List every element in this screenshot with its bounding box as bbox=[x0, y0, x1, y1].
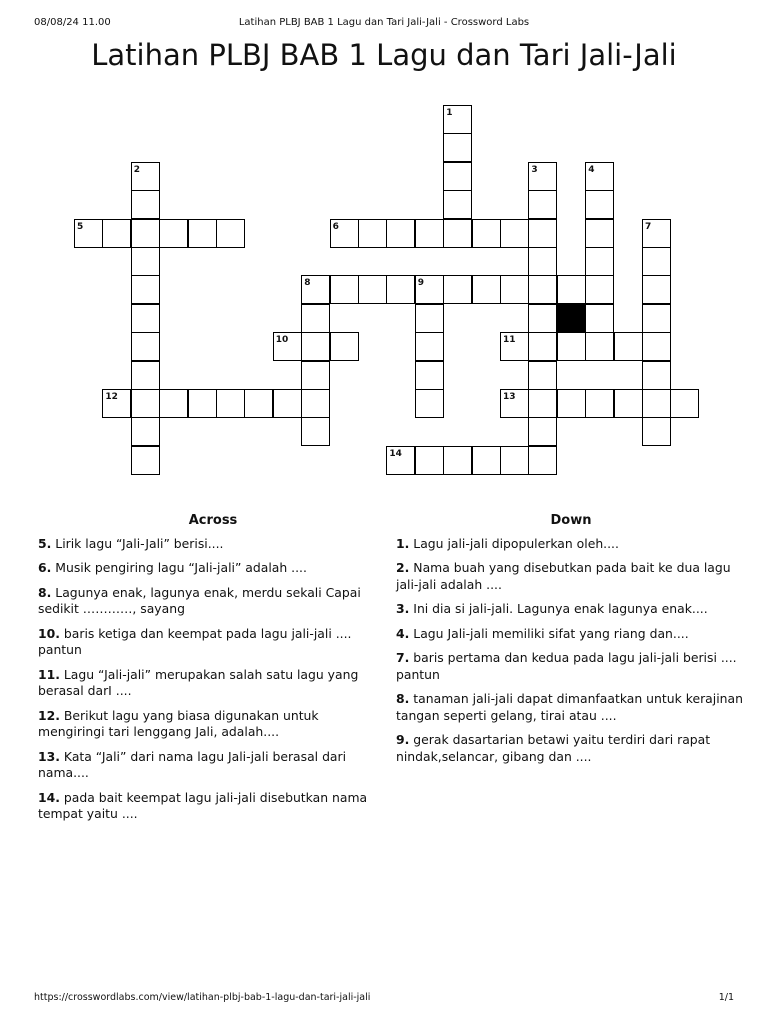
clue-number: 11. bbox=[38, 666, 60, 682]
cell-number: 1 bbox=[446, 108, 453, 118]
across-clue bbox=[38, 708, 388, 741]
across-heading: Across bbox=[188, 513, 238, 528]
clue-text: tanaman jali-jali dapat dimanfaatkan untuk kerajinan tangan seperti gelang, tirai atau .... bbox=[396, 691, 743, 723]
grid-cell[interactable] bbox=[642, 417, 671, 446]
grid-cell[interactable] bbox=[670, 389, 699, 418]
grid-cell[interactable] bbox=[528, 247, 557, 276]
cell-number: 8 bbox=[304, 278, 311, 289]
grid-cell[interactable] bbox=[415, 361, 444, 390]
grid-cell[interactable] bbox=[614, 332, 643, 361]
across-clue bbox=[38, 560, 388, 577]
down-clues bbox=[396, 513, 746, 773]
grid-cell[interactable] bbox=[415, 304, 444, 333]
grid-cell[interactable] bbox=[642, 389, 671, 418]
grid-cell[interactable] bbox=[131, 275, 160, 304]
cell-number: 9 bbox=[417, 278, 425, 289]
grid-cell[interactable] bbox=[358, 219, 387, 248]
clue-text: pada bait keempat lagu jali-jali disebutkan nama tempat yaitu .... bbox=[38, 789, 368, 821]
clue-text: Lirik lagu “Jali-Jali” berisi.... bbox=[55, 535, 224, 551]
clue-number: 3. bbox=[396, 601, 410, 616]
clue-number: 8. bbox=[38, 584, 52, 600]
grid-cell[interactable] bbox=[528, 332, 557, 361]
grid-cell[interactable] bbox=[528, 275, 557, 304]
grid-cell[interactable] bbox=[330, 275, 359, 304]
grid-cell[interactable] bbox=[330, 332, 359, 361]
grid-cell[interactable] bbox=[102, 219, 131, 248]
grid-cell[interactable] bbox=[415, 389, 444, 418]
grid-cell[interactable] bbox=[585, 332, 614, 361]
grid-cell[interactable] bbox=[585, 190, 614, 219]
grid-cell[interactable] bbox=[500, 275, 529, 304]
print-url: https://crosswordlabs.com/view/latihan-plbj-bab-1-lagu-dan-tari-jali-jali bbox=[34, 992, 371, 1003]
grid-cell[interactable] bbox=[585, 275, 614, 304]
clue-number: 4. bbox=[396, 625, 410, 641]
down-clue bbox=[396, 560, 746, 593]
clue-number: 12. bbox=[38, 707, 60, 723]
down-clue bbox=[396, 650, 746, 683]
across-clue-list bbox=[38, 536, 388, 823]
grid-cell[interactable] bbox=[244, 389, 273, 418]
cell-number: 11 bbox=[503, 335, 516, 346]
grid-cell[interactable] bbox=[614, 389, 643, 418]
clue-text: Nama buah yang disebutkan pada bait ke dua lagu jali-jali adalah .... bbox=[396, 560, 731, 592]
down-heading: Down bbox=[550, 513, 592, 528]
grid-cell[interactable] bbox=[472, 219, 501, 248]
clue-number: 5. bbox=[38, 535, 52, 551]
grid-cell[interactable] bbox=[159, 219, 188, 248]
cell-number: 7 bbox=[645, 221, 652, 232]
grid-cell[interactable] bbox=[528, 219, 557, 248]
grid-cell[interactable] bbox=[188, 389, 217, 418]
cell-number: 5 bbox=[77, 221, 84, 232]
across-clues bbox=[38, 513, 388, 831]
grid-cell[interactable] bbox=[557, 275, 586, 304]
print-doc-title: Latihan PLBJ BAB 1 Lagu dan Tari Jali-Jali - Crossword Labs bbox=[238, 17, 530, 28]
grid-cell[interactable] bbox=[131, 446, 160, 475]
clue-text: Berikut lagu yang biasa digunakan untuk mengiringi tari lenggang Jali, adalah.... bbox=[38, 707, 319, 739]
grid-cell[interactable] bbox=[131, 247, 160, 276]
cell-number: 12 bbox=[105, 392, 118, 402]
clue-text: Lagu jali-jali dipopulerkan oleh.... bbox=[413, 535, 619, 551]
across-clue bbox=[38, 667, 388, 700]
grid-cell[interactable] bbox=[443, 219, 472, 248]
clue-number: 13. bbox=[38, 748, 60, 764]
clue-text: Musik pengiring lagu “Jali-jali” adalah .... bbox=[55, 560, 307, 575]
clue-text: gerak dasartarian betawi yaitu terdiri dari rapat nindak,selancar, gibang dan .... bbox=[396, 732, 711, 764]
grid-cell[interactable] bbox=[642, 332, 671, 361]
black-cell bbox=[557, 304, 586, 333]
cell-number: 2 bbox=[133, 164, 141, 175]
grid-cell[interactable] bbox=[642, 304, 671, 333]
across-clue bbox=[38, 790, 388, 823]
grid-cell[interactable] bbox=[131, 304, 160, 333]
grid-cell[interactable] bbox=[216, 389, 245, 418]
clue-number: 10. bbox=[38, 625, 60, 641]
grid-cell[interactable] bbox=[443, 133, 472, 162]
grid-cell[interactable] bbox=[443, 190, 472, 219]
across-clue bbox=[38, 536, 388, 553]
clue-number: 2. bbox=[396, 560, 410, 575]
grid-cell[interactable] bbox=[585, 304, 614, 333]
page-count: 1/1 bbox=[718, 992, 734, 1003]
grid-cell[interactable] bbox=[301, 304, 330, 333]
down-clue bbox=[396, 691, 746, 724]
grid-cell[interactable] bbox=[358, 275, 387, 304]
down-clue bbox=[396, 626, 746, 643]
grid-cell[interactable] bbox=[585, 247, 614, 276]
grid-cell[interactable] bbox=[131, 361, 160, 390]
grid-cell[interactable] bbox=[131, 219, 160, 248]
clue-text: Lagu Jali-jali memiliki sifat yang riang dan.... bbox=[413, 625, 689, 641]
grid-cell[interactable] bbox=[528, 304, 557, 333]
grid-cell[interactable] bbox=[386, 219, 415, 248]
grid-cell[interactable] bbox=[528, 389, 557, 418]
grid-cell[interactable] bbox=[528, 361, 557, 390]
grid-cell[interactable] bbox=[273, 389, 302, 418]
clue-text: baris pertama dan kedua pada lagu jali-jali berisi .... pantun bbox=[396, 650, 737, 682]
down-clue-list bbox=[396, 536, 746, 766]
cell-number: 6 bbox=[332, 221, 339, 232]
grid-cell[interactable] bbox=[557, 332, 586, 361]
print-footer bbox=[34, 992, 734, 1006]
grid-cell[interactable] bbox=[472, 275, 501, 304]
grid-cell[interactable] bbox=[131, 332, 160, 361]
grid-cell[interactable] bbox=[188, 219, 217, 248]
across-clue bbox=[38, 749, 388, 782]
page-title: Latihan PLBJ BAB 1 Lagu dan Tari Jali-Jali bbox=[91, 38, 677, 72]
cell-number: 13 bbox=[503, 392, 516, 402]
grid-cell[interactable] bbox=[557, 389, 586, 418]
clue-number: 7. bbox=[396, 650, 410, 665]
grid-cell[interactable] bbox=[301, 361, 330, 390]
clue-text: Kata “Jali” dari nama lagu Jali-jali berasal dari nama.... bbox=[38, 748, 347, 780]
down-clue bbox=[396, 732, 746, 765]
grid-cell[interactable] bbox=[415, 332, 444, 361]
clue-text: baris ketiga dan keempat pada lagu jali-jali .... pantun bbox=[38, 625, 352, 657]
across-clue bbox=[38, 585, 388, 618]
grid-cell[interactable] bbox=[386, 275, 415, 304]
clue-number: 8. bbox=[396, 691, 410, 706]
print-date: 08/08/24 11.00 bbox=[34, 17, 111, 28]
grid-cell[interactable] bbox=[528, 190, 557, 219]
grid-cell[interactable] bbox=[528, 417, 557, 446]
clue-number: 1. bbox=[396, 535, 410, 551]
down-clue bbox=[396, 536, 746, 553]
grid-cell[interactable] bbox=[443, 446, 472, 475]
cell-number: 4 bbox=[588, 164, 595, 175]
clue-number: 9. bbox=[396, 732, 410, 747]
grid-cell[interactable] bbox=[472, 446, 501, 475]
grid-cell[interactable] bbox=[131, 417, 160, 446]
grid-cell[interactable] bbox=[131, 389, 160, 418]
grid-cell[interactable] bbox=[415, 219, 444, 248]
grid-cell[interactable] bbox=[131, 190, 160, 219]
clue-text: Lagu “Jali-jali” merupakan salah satu lagu yang berasal darI .... bbox=[38, 666, 359, 698]
grid-cell[interactable] bbox=[443, 162, 472, 191]
grid-cell[interactable] bbox=[585, 389, 614, 418]
grid-cell[interactable] bbox=[500, 219, 529, 248]
grid-cell[interactable] bbox=[443, 275, 472, 304]
grid-cell[interactable] bbox=[159, 389, 188, 418]
grid-cell[interactable] bbox=[642, 361, 671, 390]
grid-cell[interactable] bbox=[642, 247, 671, 276]
cell-number: 14 bbox=[389, 448, 402, 459]
grid-cell[interactable] bbox=[415, 446, 444, 475]
cell-number: 3 bbox=[531, 164, 538, 175]
grid-cell[interactable] bbox=[301, 389, 330, 418]
cell-number: 10 bbox=[275, 335, 289, 346]
clue-text: Lagunya enak, lagunya enak, merdu sekali Capai sedikit …………, sayang bbox=[38, 584, 361, 616]
grid-cell[interactable] bbox=[642, 275, 671, 304]
grid-cell[interactable] bbox=[528, 446, 557, 475]
grid-cell[interactable] bbox=[216, 219, 245, 248]
grid-cell[interactable] bbox=[301, 332, 330, 361]
clue-number: 6. bbox=[38, 560, 52, 575]
down-clue bbox=[396, 601, 746, 618]
clue-text: Ini dia si jali-jali. Lagunya enak lagunya enak.... bbox=[413, 601, 708, 616]
clue-number: 14. bbox=[38, 789, 60, 805]
grid-cell[interactable] bbox=[585, 219, 614, 248]
across-clue bbox=[38, 626, 388, 659]
grid-cell[interactable] bbox=[301, 417, 330, 446]
grid-cell[interactable] bbox=[500, 446, 529, 475]
